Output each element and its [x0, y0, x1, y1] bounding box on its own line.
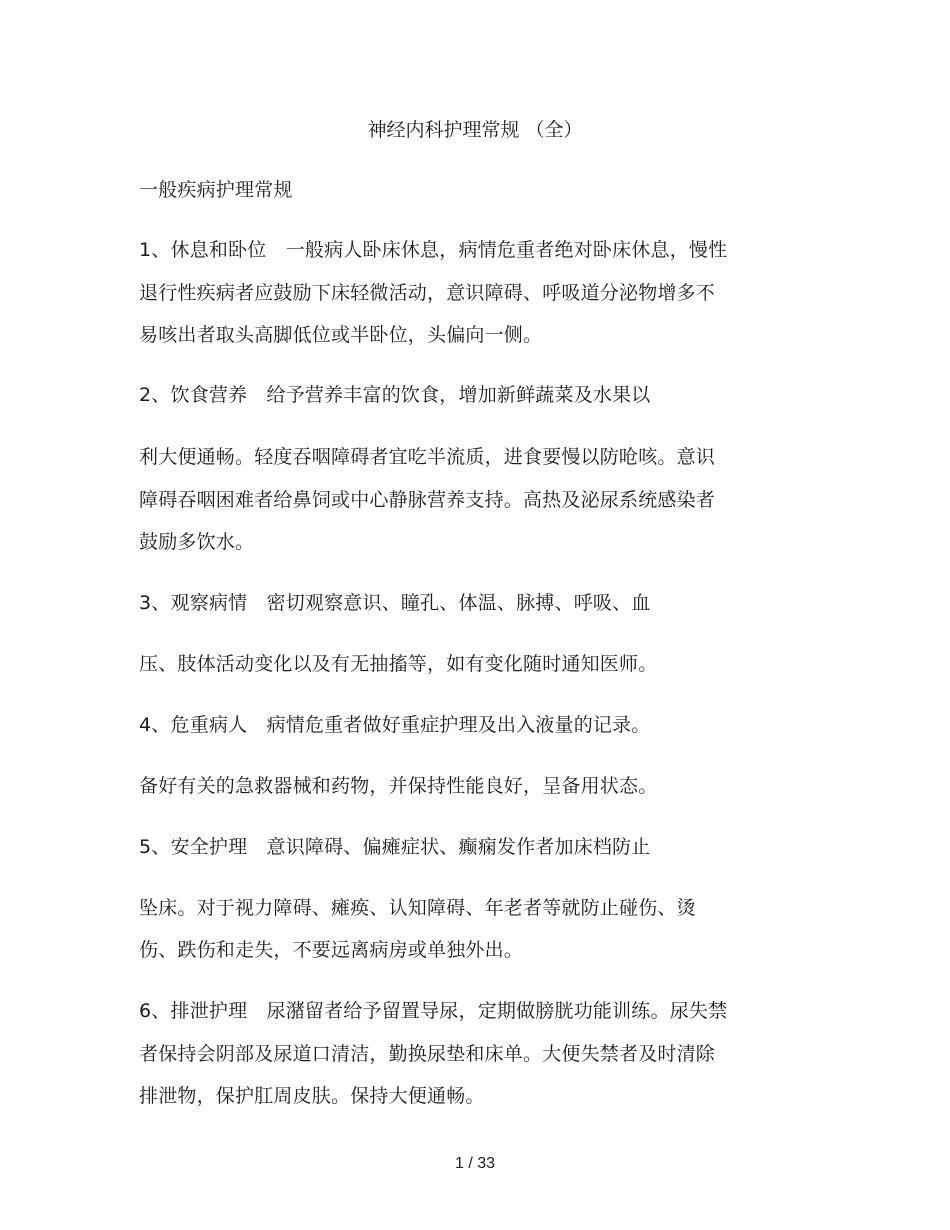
paragraph-line: 4、危重病人 病情危重者做好重症护理及出入液量的记录。: [139, 714, 651, 736]
paragraph-line: 者保持会阴部及尿道口清洁，勤换尿垫和床单。大便失禁者及时清除: [139, 1043, 716, 1065]
document-title: 神经内科护理常规 （全）: [367, 119, 583, 141]
paragraph-line: 障碍吞咽困难者给鼻饲或中心静脉营养支持。高热及泌尿系统感染者: [139, 489, 716, 511]
paragraph-line: 坠床。对于视力障碍、瘫痪、认知障碍、年老者等就防止碰伤、烫: [139, 897, 696, 919]
paragraph-line: 伤、跌伤和走失，不要远离病房或单独外出。: [139, 939, 524, 961]
paragraph-line: 2、饮食营养 给予营养丰富的饮食，增加新鲜蔬菜及水果以: [139, 384, 651, 406]
paragraph-line: 5、安全护理 意识障碍、偏瘫症状、癫痫发作者加床档防止: [139, 836, 651, 858]
paragraph-line: 备好有关的急救器械和药物，并保持性能良好，呈备用状态。: [139, 775, 658, 797]
section-heading: 一般疾病护理常规: [139, 179, 293, 201]
paragraph-line: 鼓励多饮水。: [139, 531, 255, 553]
paragraph-line: 易咳出者取头高脚低位或半卧位，头偏向一侧。: [139, 324, 543, 346]
paragraph-line: 压、肢体活动变化以及有无抽搐等，如有变化随时通知医师。: [139, 653, 658, 675]
paragraph-line: 排泄物，保护肛周皮肤。保持大便通畅。: [139, 1085, 485, 1107]
paragraph-line: 利大便通畅。轻度吞咽障碍者宜吃半流质，进食要慢以防呛咳。意识: [139, 446, 716, 468]
paragraph-line: 6、排泄护理 尿潴留者给予留置导尿，定期做膀胱功能训练。尿失禁: [139, 1000, 728, 1022]
paragraph-line: 3、观察病情 密切观察意识、瞳孔、体温、脉搏、呼吸、血: [139, 592, 651, 614]
page-number: 1 / 33: [454, 1155, 496, 1172]
paragraph-line: 退行性疾病者应鼓励下床轻微活动，意识障碍、呼吸道分泌物增多不: [139, 282, 716, 304]
paragraph-line: 1、休息和卧位 一般病人卧床休息，病情危重者绝对卧床休息，慢性: [139, 239, 728, 261]
